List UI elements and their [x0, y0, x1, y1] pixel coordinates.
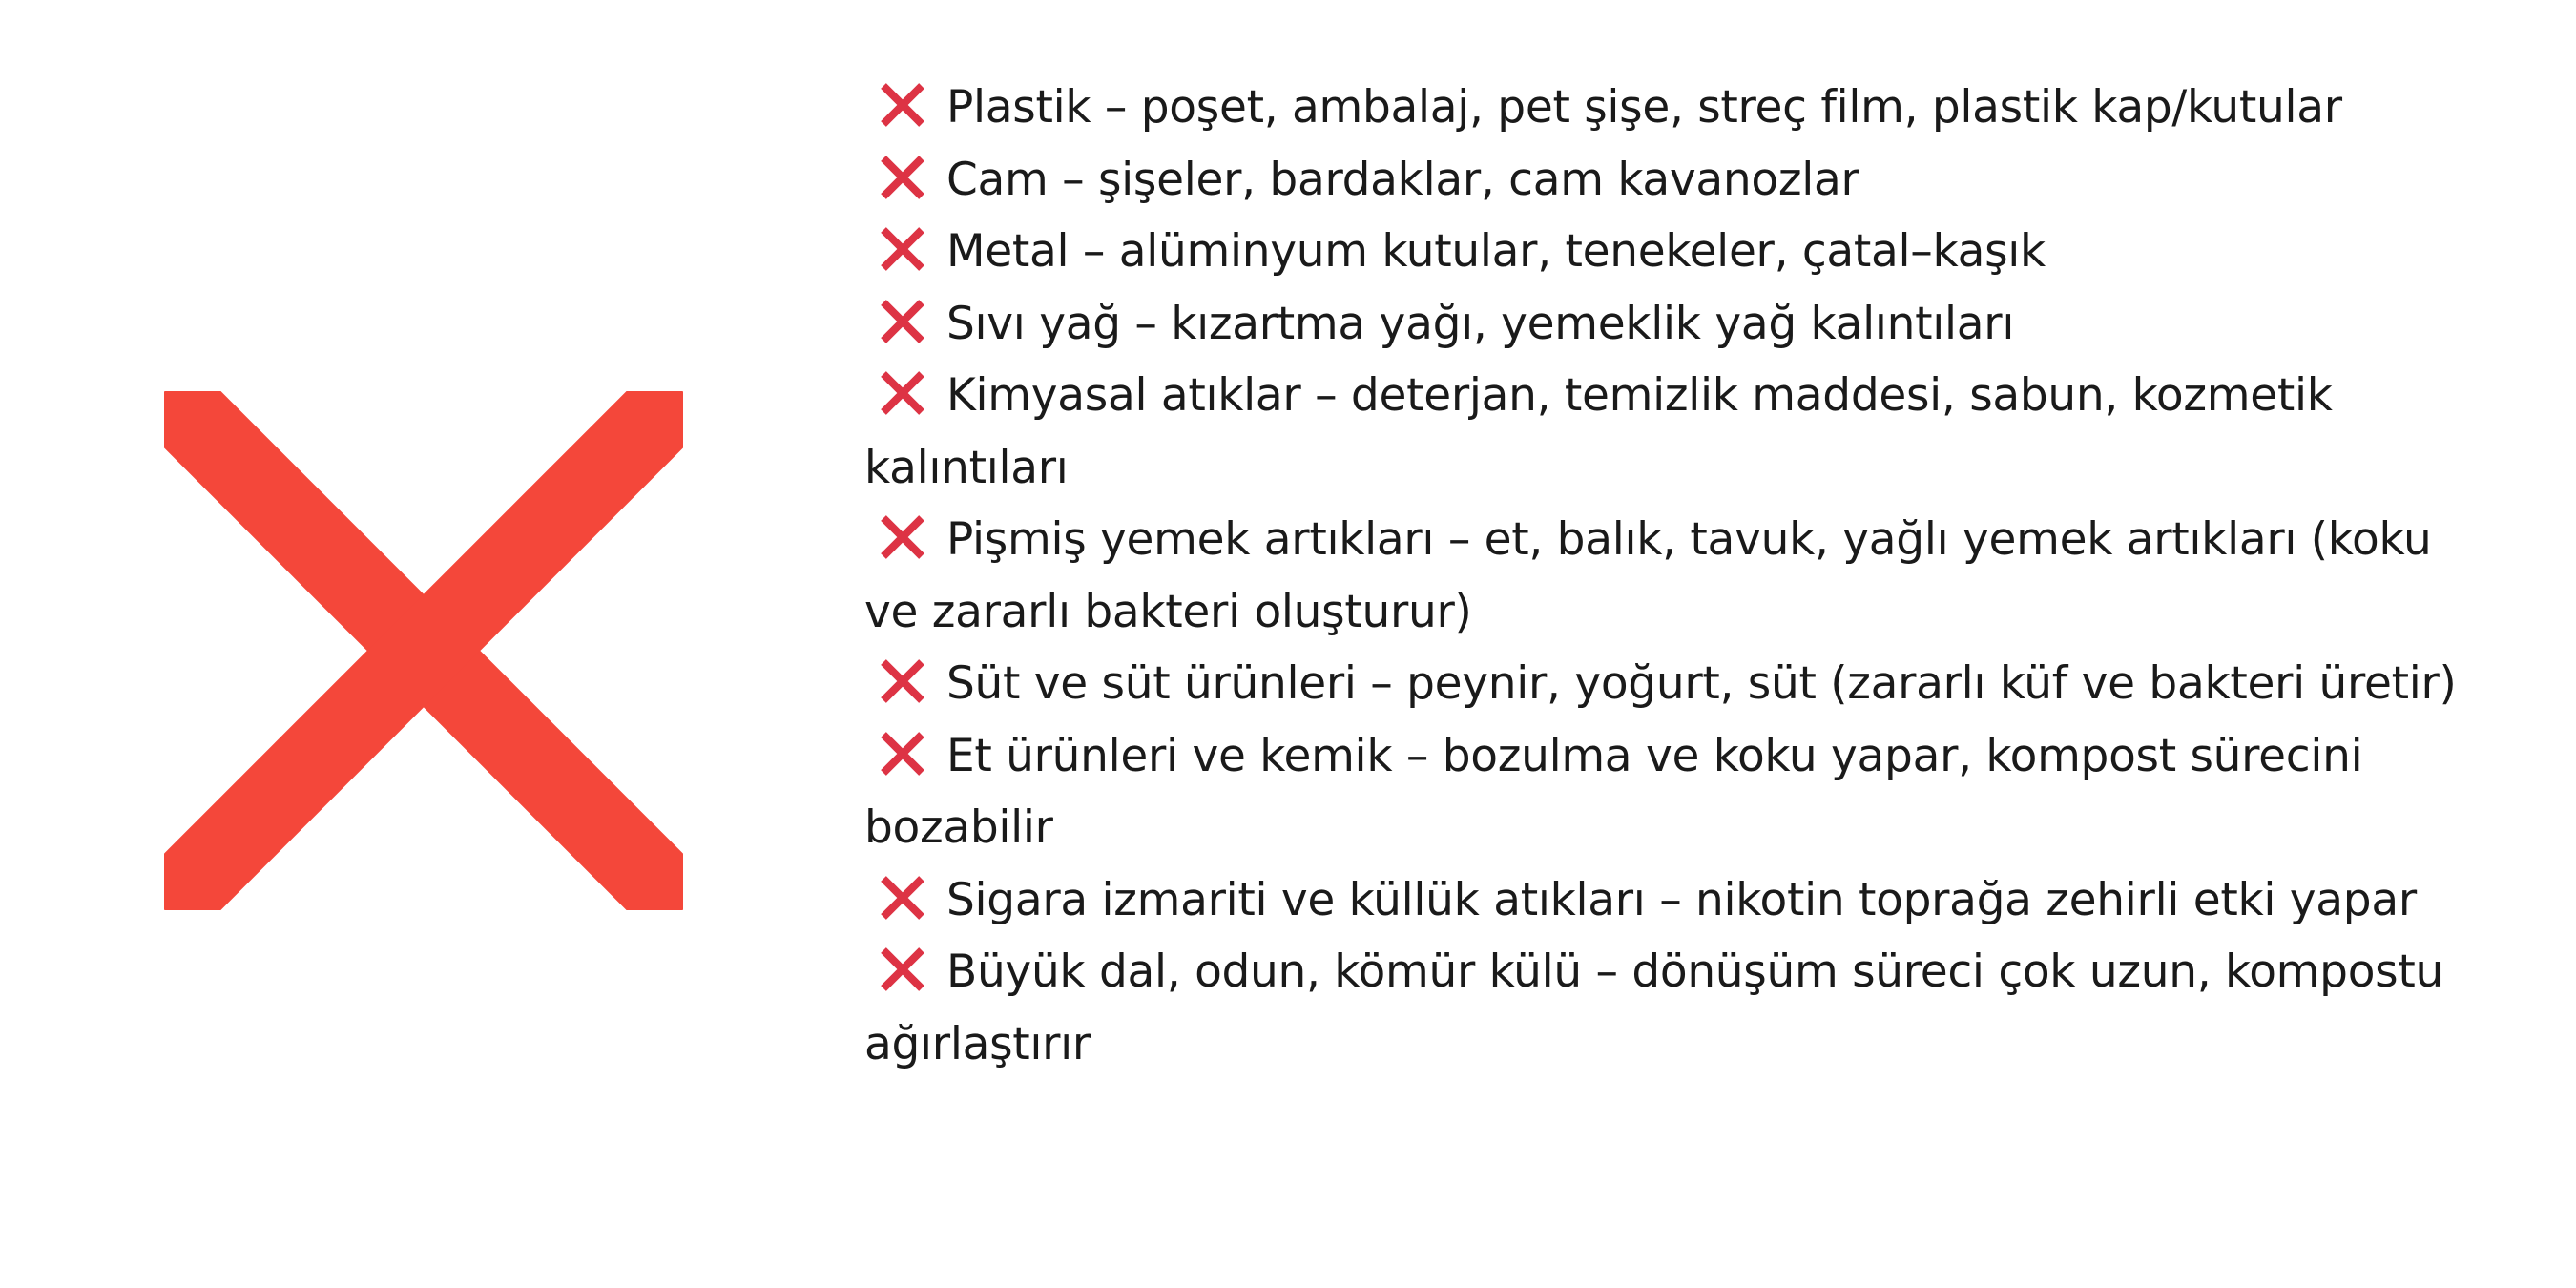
list-item: [864, 720, 2486, 864]
item-text: Plastik – poşet, ambalaj, pet şişe, streç film, plastik kap/kutular: [946, 81, 2342, 134]
cross-mark-icon: [878, 875, 935, 921]
list-item: [864, 216, 2486, 288]
item-text: Pişmiş yemek artıkları – et, balık, tavuk, yağlı yemek artıkları (koku ve zararlı bakteri oluşturur): [864, 513, 2432, 638]
large-cross-mark-icon: [164, 391, 683, 910]
item-text: Cam – şişeler, bardaklar, cam kavanozlar: [946, 153, 1859, 206]
list-item: [864, 144, 2486, 217]
item-text: Kimyasal atıklar – deterjan, temizlik maddesi, sabun, kozmetik kalıntıları: [864, 369, 2333, 494]
item-text: Sigara izmariti ve küllük atıkları – nikotin toprağa zehirli etki yapar: [946, 873, 2417, 926]
list-item: [864, 936, 2486, 1080]
cross-mark-icon: [878, 946, 935, 992]
item-text: Süt ve süt ürünleri – peynir, yoğurt, süt (zararlı küf ve bakteri üretir): [946, 657, 2457, 710]
cross-mark-icon: [878, 658, 935, 704]
cross-mark-icon: [878, 155, 935, 200]
item-text: Metal – alüminyum kutular, tenekeler, çatal–kaşık: [946, 225, 2046, 278]
cross-mark-icon: [878, 226, 935, 272]
item-text: Sıvı yağ – kızartma yağı, yemeklik yağ kalıntıları: [946, 297, 2015, 350]
cross-mark-icon: [878, 370, 935, 416]
list-item: [864, 288, 2486, 361]
item-text: Et ürünleri ve kemik – bozulma ve koku yapar, kompost sürecini bozabilir: [864, 729, 2363, 854]
list-item: [864, 504, 2486, 648]
list-item: [864, 648, 2486, 720]
list-item: [864, 864, 2486, 937]
prohibited-items-list: [864, 72, 2486, 1080]
cross-mark-icon: [878, 82, 935, 128]
cross-mark-icon: [878, 514, 935, 560]
item-text: Büyük dal, odun, kömür külü – dönüşüm süreci çok uzun, kompostu ağırlaştırır: [864, 945, 2443, 1070]
cross-mark-icon: [878, 299, 935, 344]
list-item: [864, 360, 2486, 504]
cross-mark-icon: [878, 731, 935, 777]
list-item: [864, 72, 2486, 144]
